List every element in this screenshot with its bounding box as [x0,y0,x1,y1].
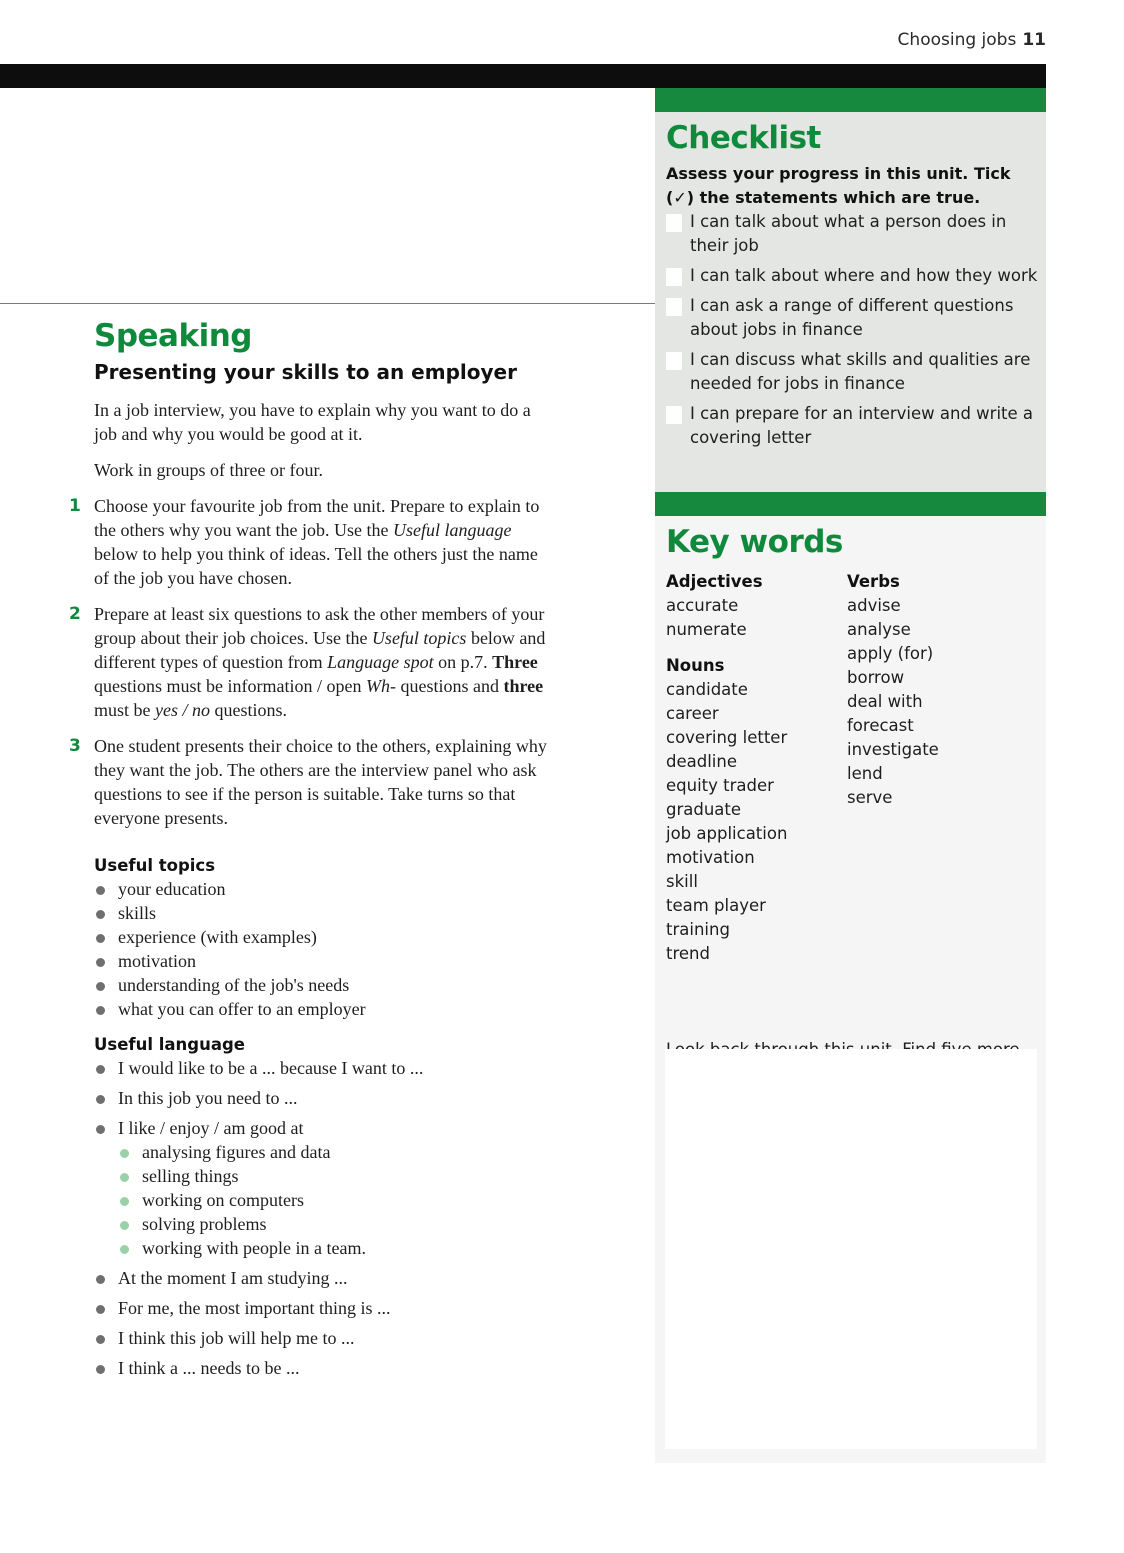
adjectives-heading: Adjectives [666,572,763,591]
checklist-item-text: I can talk about what a person does in their job [690,212,1007,255]
key-word: graduate [666,800,742,819]
task-list [69,494,549,830]
section-divider [0,303,655,304]
running-title: Choosing jobs [897,30,1017,50]
tick-checkbox[interactable] [666,214,682,232]
checklist-item-text: I can prepare for an interview and write a covering letter [690,404,1034,447]
speaking-groups: Work in groups of three or four. [94,460,323,480]
key-word: borrow [847,668,905,687]
sub-list [118,1140,549,1260]
task-number: 1 [69,496,81,516]
useful-language-list [94,1056,549,1380]
key-word: job application [666,824,788,843]
checklist-item-text: I can ask a range of different questions about jobs in finance [690,296,1014,339]
checklist-item [666,402,1041,450]
task-text: on p.7. [433,652,493,672]
key-word: deadline [666,752,737,771]
list-item: what you can offer to an employer [94,997,549,1021]
key-word: numerate [666,620,747,639]
key-word: advise [847,596,901,615]
checklist-title: Checklist [666,120,821,156]
tick-checkbox[interactable] [666,352,682,370]
nouns-heading: Nouns [666,656,725,675]
list-item: For me, the most important thing is ... [94,1296,549,1320]
verbs-heading: Verbs [847,572,900,591]
sub-list-item: working with people in a team. [118,1236,549,1260]
task-text: below and different types of question from [94,628,546,672]
task-item [69,602,549,722]
checklist-item-text: I can talk about where and how they work [690,266,1038,285]
checklist-item [666,294,1041,342]
checklist-item [666,264,1041,288]
checklist-items [666,210,1041,450]
useful-language-heading: Useful language [94,1035,245,1054]
key-words-columns [666,570,1041,970]
sub-list-item: analysing figures and data [118,1140,549,1164]
key-word: team player [666,896,766,915]
checklist-item [666,348,1041,396]
key-words-green-bar [655,492,1046,516]
task-text: One student presents their choice to the others, explaining why they want the job. The others are the interview panel who ask questions to see if the person is suitable. Take turns so that everyone presents. [94,736,547,828]
list-item: your education [94,877,549,901]
list-item: At the moment I am studying ... [94,1266,549,1290]
task-number: 2 [69,604,81,624]
speaking-subtitle: Presenting your skills to an employer [94,360,517,384]
checklist-item [666,210,1041,258]
key-word: investigate [847,740,939,759]
task-italic: Useful topics [371,628,467,648]
top-black-bar [0,64,1046,88]
list-item: In this job you need to ... [94,1086,549,1110]
key-word: trend [666,944,710,963]
key-words-section [666,524,1041,1110]
key-word: forecast [847,716,914,735]
list-item: I think this job will help me to ... [94,1326,549,1350]
key-words-left-column [666,570,787,966]
task-item [69,494,549,590]
task-italic: yes / no [155,700,210,720]
running-head [898,30,1046,50]
list-item: I would like to be a ... because I want to ... [94,1056,549,1080]
key-word: covering letter [666,728,788,747]
notes-writing-area[interactable] [665,1049,1037,1449]
sub-list-item: solving problems [118,1212,549,1236]
task-text: Prepare at least six questions to ask the other members of your group about their job choices. Use the [94,604,545,648]
task-bold: Three [492,652,538,672]
spacer [666,642,787,654]
list-item: skills [94,901,549,925]
key-word: apply (for) [847,644,934,663]
sub-list-item: selling things [118,1164,549,1188]
task-italic: Language spot [327,652,434,672]
task-number: 3 [69,736,81,756]
list-item: experience (with examples) [94,925,549,949]
task-text: questions must be information / open [94,676,366,696]
key-word: skill [666,872,698,891]
task-item [69,734,549,830]
key-word: serve [847,788,893,807]
tick-checkbox[interactable] [666,406,682,424]
task-text: questions. [209,700,287,720]
task-bold: three [503,676,544,696]
task-italic: Wh- [365,676,396,696]
task-text: Choose your favourite job from the unit. Prepare to explain to the others why you want the job. Use the [94,496,540,540]
key-word: career [666,704,719,723]
task-text: must be [94,700,155,720]
checklist-intro: Assess your progress in this unit. Tick (✓) the statements which are true. [666,164,1011,207]
list-item: I think a ... needs to be ... [94,1356,549,1380]
speaking-title: Speaking [94,318,252,354]
key-word: analyse [847,620,911,639]
list-item: understanding of the job's needs [94,973,549,997]
key-word: training [666,920,730,939]
useful-topics-list [94,877,549,1021]
key-word: candidate [666,680,748,699]
key-word: deal with [847,692,923,711]
page-number: 11 [1022,30,1046,50]
key-word: motivation [666,848,755,867]
checklist-green-bar [655,88,1046,112]
key-words-title: Key words [666,524,843,560]
key-word: accurate [666,596,739,615]
speaking-intro: In a job interview, you have to explain why you want to do a job and why you would be good at it. [94,400,531,444]
tick-checkbox[interactable] [666,268,682,286]
list-item [94,1116,549,1260]
useful-topics-heading: Useful topics [94,856,216,875]
list-item: motivation [94,949,549,973]
key-word: equity trader [666,776,774,795]
tick-checkbox[interactable] [666,298,682,316]
task-text: below to help you think of ideas. Tell the others just the name of the job you have chosen. [94,544,538,588]
task-text: questions and [395,676,504,696]
speaking-section [69,318,549,1386]
checklist-section [666,120,1041,456]
key-word: lend [847,764,883,783]
sub-list-item: working on computers [118,1188,549,1212]
list-item-text: I like / enjoy / am good at [118,1118,304,1138]
task-italic: Useful language [392,520,512,540]
checklist-item-text: I can discuss what skills and qualities are needed for jobs in finance [690,350,1031,393]
key-words-right-column [847,570,939,810]
